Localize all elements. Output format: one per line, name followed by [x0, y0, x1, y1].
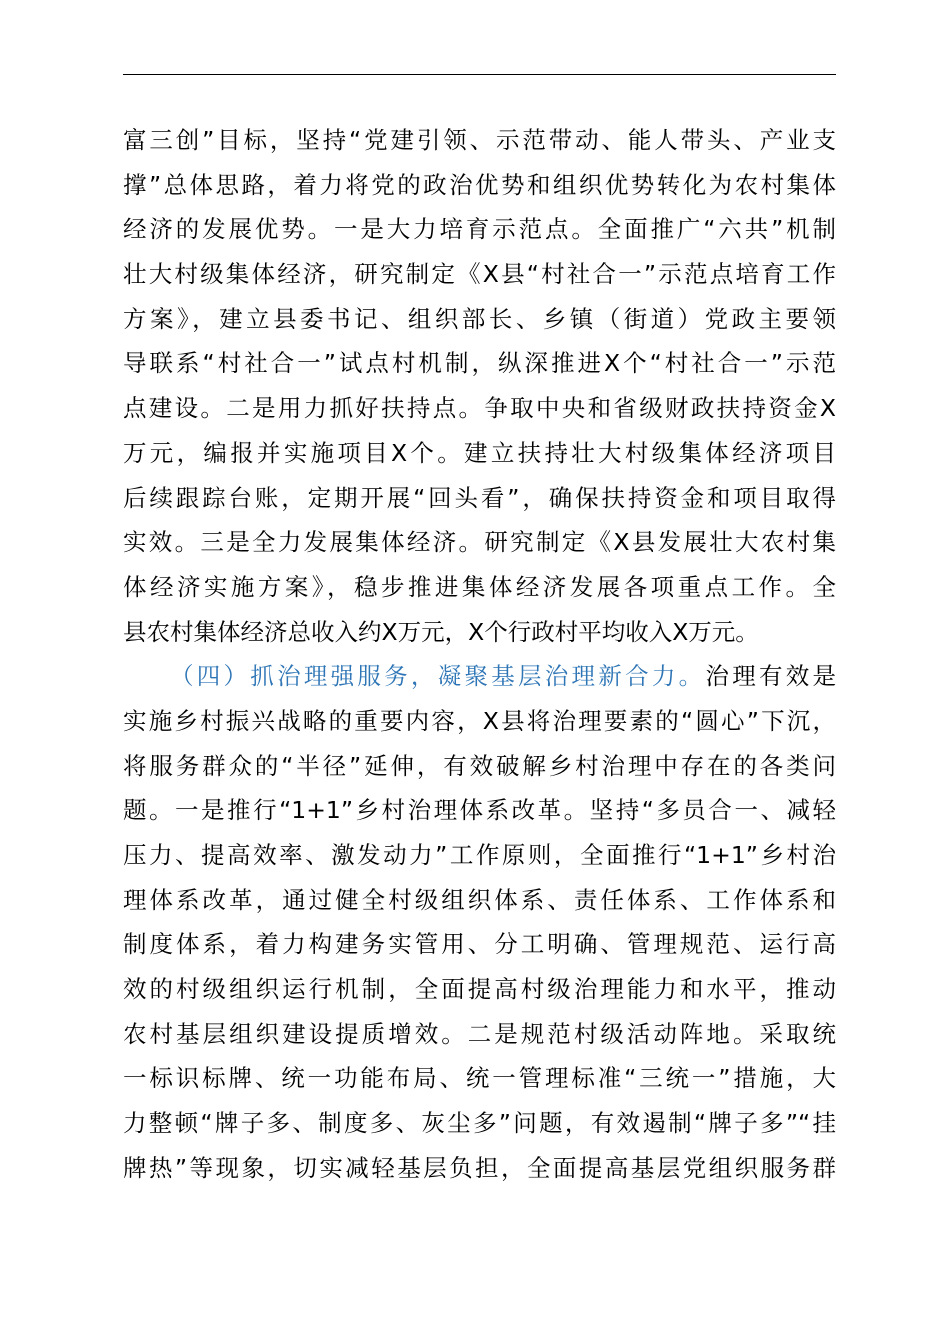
body-line: 实效。三是全力发展集体经济。研究制定《X县发展壮大农村集: [123, 528, 836, 557]
body-line: 点建设。二是用力抓好扶持点。争取中央和省级财政扶持资金X: [123, 394, 836, 423]
section-heading-continuation: 治理有效是: [705, 662, 837, 691]
body-line: 县农村集体经济总收入约X万元，X个行政村平均收入X万元。: [123, 617, 759, 646]
body-line: 题。一是推行“1+1”乡村治理体系改革。坚持“多员合一、减轻: [123, 796, 836, 825]
body-line: 导联系“村社合一”试点村机制，纵深推进X个“村社合一”示范: [123, 349, 836, 378]
body-line: 牌热”等现象，切实减轻基层负担，全面提高基层党组织服务群: [123, 1153, 836, 1182]
body-line: 壮大村级集体经济，研究制定《X县“村社合一”示范点培育工作: [123, 260, 836, 289]
body-line: 撑”总体思路，着力将党的政治优势和组织优势转化为农村集体: [123, 170, 836, 199]
body-line: 效的村级组织运行机制，全面提高村级治理能力和水平，推动: [123, 975, 836, 1004]
body-line: 一标识标牌、统一功能布局、统一管理标准“三统一”措施，大: [123, 1064, 836, 1093]
body-line: 制度体系，着力构建务实管用、分工明确、管理规范、运行高: [123, 930, 836, 959]
document-body: [123, 118, 836, 1191]
section-heading: （四）抓治理强服务，凝聚基层治理新合力。: [170, 662, 706, 691]
body-line: 富三创”目标，坚持“党建引领、示范带动、能人带头、产业支: [123, 126, 836, 154]
body-line: 力整顿“牌子多、制度多、灰尘多”问题，有效遏制“牌子多”“挂: [123, 1109, 836, 1138]
body-line: 实施乡村振兴战略的重要内容，X县将治理要素的“圆心”下沉，: [123, 706, 836, 735]
body-line: 压力、提高效率、激发动力”工作原则，全面推行“1+1”乡村治: [123, 841, 836, 869]
body-line: 农村基层组织建设提质增效。二是规范村级活动阵地。采取统: [123, 1019, 836, 1048]
body-line: 体经济实施方案》，稳步推进集体经济发展各项重点工作。全: [123, 572, 836, 601]
body-line: 后续跟踪台账，定期开展“回头看”，确保扶持资金和项目取得: [123, 483, 836, 512]
body-line: 经济的发展优势。一是大力培育示范点。全面推广“六共”机制: [123, 215, 836, 244]
body-line: 将服务群众的“半径”延伸，有效破解乡村治理中存在的各类问: [123, 751, 836, 780]
body-line: 理体系改革，通过健全村级组织体系、责任体系、工作体系和: [123, 885, 836, 914]
body-line: 方案》，建立县委书记、组织部长、乡镇（街道）党政主要领: [123, 304, 836, 333]
header-rule: [123, 74, 836, 75]
section-heading-line: [123, 654, 836, 699]
body-line: 万元，编报并实施项目X个。建立扶持壮大村级集体经济项目: [123, 438, 836, 467]
